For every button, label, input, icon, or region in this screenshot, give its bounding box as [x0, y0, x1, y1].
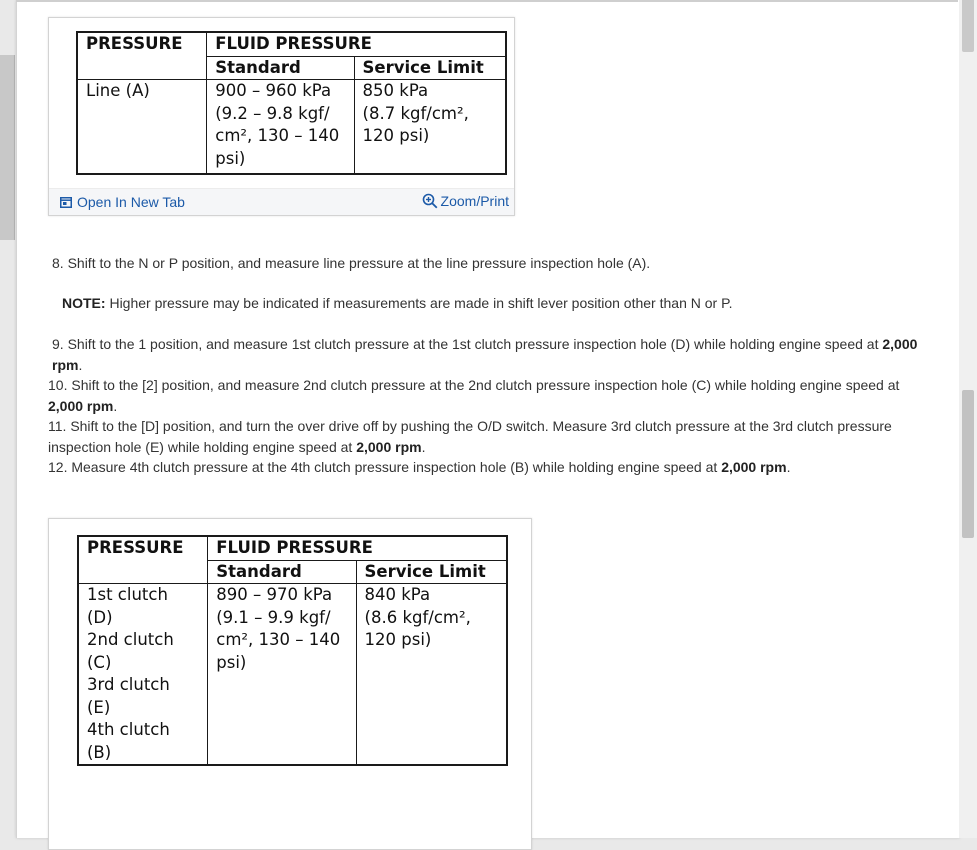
- standard-line-1: 890 – 970 kPa: [216, 585, 333, 604]
- clutch-pressure-table: [77, 535, 508, 766]
- step-12: [48, 457, 934, 478]
- step-9-end: .: [78, 356, 83, 373]
- step-10-text: 10. Shift to the [2] position, and measure 2nd clutch pressure at the 2nd clutch pressure inspection hole (C) while holding engine speed at: [48, 377, 900, 393]
- note-label: NOTE:: [62, 295, 106, 311]
- clutch-service-value: [356, 584, 507, 766]
- standard-line-3: cm², 130 – 140: [216, 630, 341, 649]
- step-11-text: 11. Shift to the [D] position, and turn the over drive off by pushing the O/D switch. Measure 3rd clutch pressure at the 3rd clutch pressure inspection hole (E) while holding engine speed at: [48, 418, 892, 455]
- note-text: Higher pressure may be indicated if measurements are made in shift lever position other than N or P.: [105, 295, 733, 311]
- service-limit-header: Service Limit: [354, 56, 506, 80]
- standard-line-4: psi): [215, 148, 246, 168]
- service-value-line-a: [354, 80, 506, 174]
- page-top-edge: [16, 0, 958, 2]
- row-label-line-a: Line (A): [77, 80, 207, 174]
- pressure-header: PRESSURE: [78, 536, 208, 584]
- zoom-in-icon: [422, 193, 438, 209]
- clutch-row-labels: [78, 584, 208, 766]
- step-10-rpm: 2,000 rpm: [48, 397, 114, 414]
- left-scrollbar-thumb[interactable]: [0, 55, 15, 240]
- row-label-4: (C): [87, 652, 112, 672]
- note-paragraph: [62, 293, 948, 314]
- row-label-6: (E): [87, 697, 111, 717]
- row-label-2: (D): [87, 607, 113, 627]
- service-line-2: (8.6 kgf/cm²,: [364, 607, 471, 627]
- step-12-rpm: 2,000 rpm: [721, 459, 787, 475]
- standard-line-2: (9.1 – 9.9 kgf/: [216, 607, 331, 627]
- step-10-end: .: [113, 397, 118, 414]
- service-line-3: 120 psi): [364, 630, 432, 649]
- zoom-print-link[interactable]: [422, 193, 509, 209]
- standard-line-3: cm², 130 – 140: [215, 126, 340, 145]
- standard-line-4: psi): [216, 652, 247, 672]
- figure-clutch-pressure: [48, 518, 532, 850]
- figure-line-pressure: [48, 17, 515, 216]
- standard-line-2: (9.2 – 9.8 kgf/: [215, 103, 330, 123]
- step-8: 8. Shift to the N or P position, and measure line pressure at the line pressure inspection hole (A).: [52, 255, 651, 271]
- service-line-2: (8.7 kgf/cm²,: [362, 103, 469, 123]
- step-12-end: .: [786, 459, 791, 475]
- step-9-text: 9. Shift to the 1 position, and measure 1st clutch pressure at the 1st clutch pressure inspection hole (D) while holding engine speed at: [52, 336, 883, 352]
- step-9: [48, 334, 934, 375]
- open-in-new-tab-link[interactable]: [60, 194, 185, 210]
- row-label-3: 2nd clutch: [87, 630, 174, 649]
- figure-toolbar: [49, 188, 514, 215]
- step-12-text: 12. Measure 4th clutch pressure at the 4th clutch pressure inspection hole (B) while holding engine speed at: [48, 459, 722, 475]
- row-label-1: 1st clutch: [87, 585, 168, 604]
- open-in-new-tab-label: Open In New Tab: [77, 194, 185, 210]
- line-pressure-table: [76, 31, 507, 175]
- step-11-end: .: [421, 438, 426, 455]
- zoom-print-label: Zoom/Print: [440, 193, 509, 209]
- step-11: [48, 416, 934, 457]
- step-list: [48, 334, 934, 478]
- service-limit-header: Service Limit: [356, 560, 507, 584]
- standard-header: Standard: [207, 56, 354, 80]
- step-11-rpm: 2,000 rpm: [356, 438, 422, 455]
- right-scrollbar-thumb[interactable]: [962, 390, 974, 538]
- row-label-8: (B): [87, 742, 112, 762]
- standard-header: Standard: [208, 560, 356, 584]
- standard-line-1: 900 – 960 kPa: [215, 81, 332, 100]
- step-9-rpm: 2,000 rpm: [52, 336, 918, 373]
- service-line-1: 850 kPa: [362, 81, 429, 100]
- step-10: [48, 375, 934, 416]
- row-label-7: 4th clutch: [87, 720, 170, 739]
- row-label-5: 3rd clutch: [87, 675, 170, 694]
- service-line-3: 120 psi): [362, 126, 430, 145]
- pressure-header: PRESSURE: [77, 32, 207, 80]
- fluid-pressure-header: FLUID PRESSURE: [208, 536, 507, 560]
- right-scrollbar-upper-thumb[interactable]: [962, 0, 974, 52]
- standard-value-line-a: [207, 80, 354, 174]
- open-tab-icon: [60, 197, 72, 208]
- clutch-standard-value: [208, 584, 356, 766]
- fluid-pressure-header: FLUID PRESSURE: [207, 32, 506, 56]
- service-line-1: 840 kPa: [364, 585, 431, 604]
